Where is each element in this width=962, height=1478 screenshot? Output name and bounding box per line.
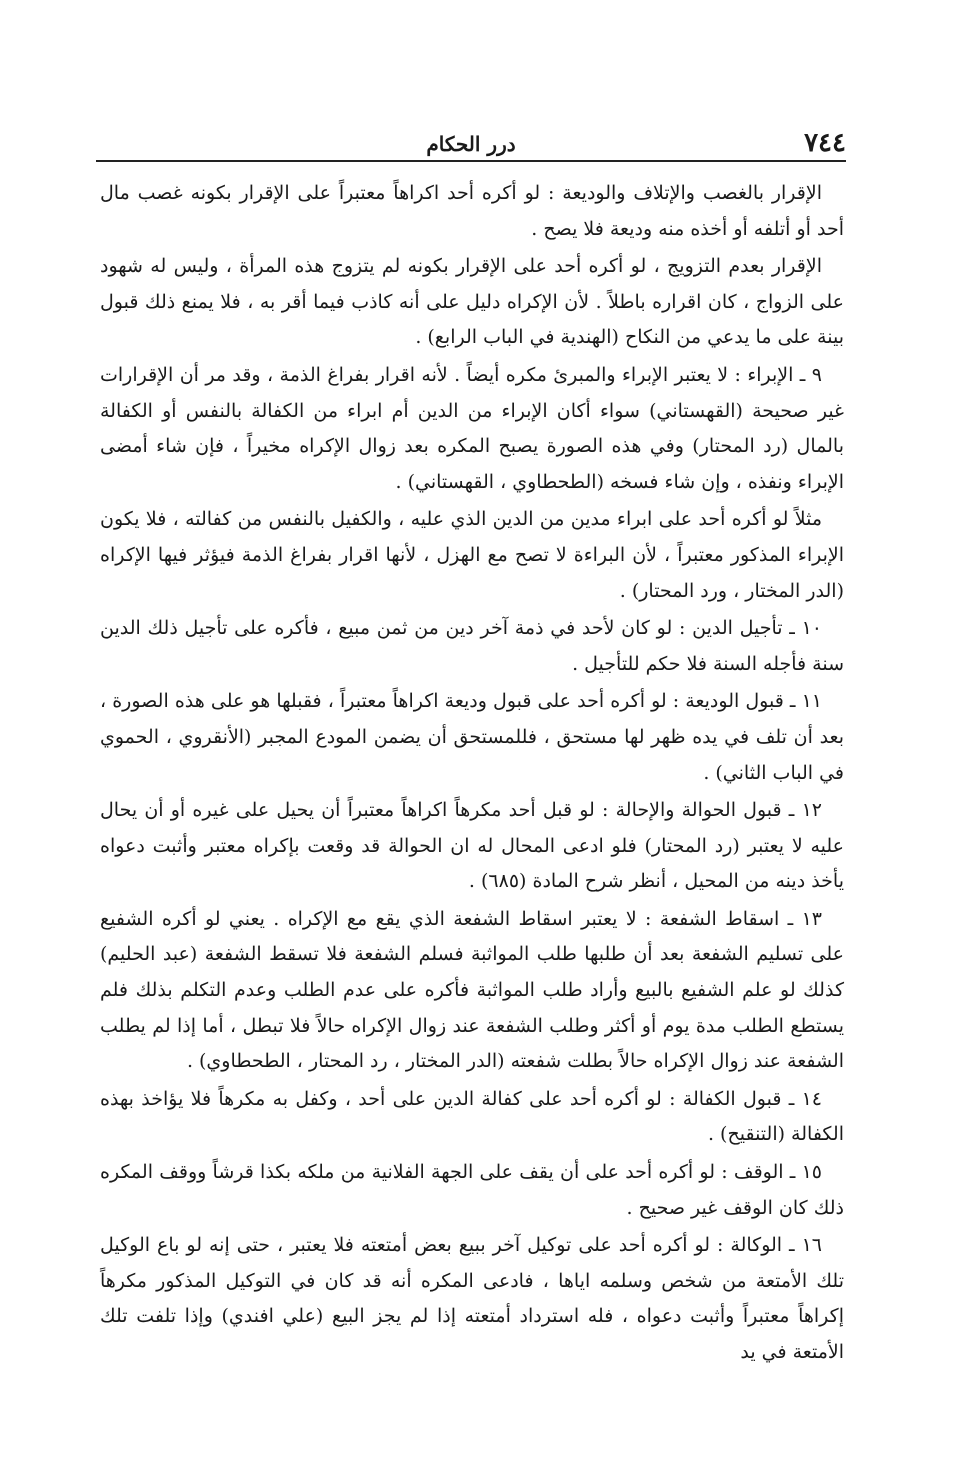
paragraph-shufa: ١٣ ـ اسقاط الشفعة : لا يعتبر اسقاط الشفعة الذي يقع مع الإكراه . يعني لو أكره الشفيع على تسليم الشفعة بعد أن طلبها طلب المواثبة فسلم الشفعة فلا تسقط الشفعة (عبد الحليم) كذلك لو علم الشفيع بالبيع وأراد طلب المواثبة فأكره على عدم الطلب وعدم التكلم بذلك فلم يستطع الطلب مدة يوم أو أكثر وطلب الشفعة عند زوال الإكراه حالاً فلا تبطل ، أما إذا لم يطلب الشفعة عند زوال الإكراه حالاً بطلت شفعته (الدر المختار ، رد المحتار ، الطحطاوي) .	[100, 907, 844, 1073]
paragraph-wakala: ١٦ ـ الوكالة : لو أكره أحد على توكيل آخر ببيع بعض أمتعته فلا يعتبر ، حتى إنه لو باع الوكيل تلك الأمتعة من شخص وسلمه اياها ، فادعى المكره أنه قد كان في التوكيل المذكور مكرهاً إكراهاً معتبراً وأثبت دعواه ، فله استرداد أمتعته إذا لم يجز البيع (علي افندي) وإذا تلفت تلك الأمتعة في يد	[100, 1234, 844, 1363]
paragraph-qabul-wadia: ١١ ـ قبول الوديعة : لو أكره أحد على قبول وديعة اكراهاً معتبراً ، فقبلها هو على هذه الصورة ، بعد أن تلف في يده ظهر لها مستحق ، فللمستحق أن يضمن المودع المجبر (الأنقروي ، الحموي في الباب الثاني) .	[100, 690, 844, 784]
paragraph-ibra-example: مثلاً لو أكره أحد على ابراء مدين من الدين الذي عليه ، والكفيل بالنفس من كفالته ، فلا يكون الإبراء المذكور معتبراً ، لأن البراءة لا تصح مع الهزل ، لأنها اقرار بفراغ الذمة فيؤثر فيها الإكراه (الدر المختار ، ورد المحتار) .	[100, 508, 844, 602]
running-title: درر الحكام	[426, 132, 516, 156]
paragraph-ibra: ٩ ـ الإبراء : لا يعتبر الإبراء والمبرئ مكره أيضاً . لأنه اقرار بفراغ الذمة ، وقد مر أن الإقرارات غير صحيحة (القهستاني) سواء أكان الإبراء من الدين أم ابراء من الكفالة بالنفس أو الكفالة بالمال (رد المحتار) وفي هذه الصورة يصبح المكره بعد زوال الإكراه مخيراً ، فإن شاء أمضى الإبراء ونفذه ، وإن شاء فسخه (الطحطاوي ، القهستاني) .	[100, 363, 844, 493]
page-number: ٧٤٤	[804, 128, 846, 158]
paragraph-iqrar-ghasb: الإقرار بالغصب والإتلاف والوديعة : لو أكره أحد اكراهاً معتبراً على الإقرار بكونه غصب مال أحد أو أتلفه أو أخذه منه وديعة فلا يصح .	[100, 182, 844, 240]
page-header	[96, 128, 846, 160]
paragraph-kafala: ١٤ ـ قبول الكفالة : لو أكره أحد على كفالة الدين على أحد ، وكفل به مكرهاً فلا يؤاخذ بهذه الكفالة (التنقيح) .	[100, 1087, 844, 1146]
paragraph-tajil-dayn: ١٠ ـ تأجيل الدين : لو كان لأحد في ذمة آخر دين من ثمن مبيع ، فأكره على تأجيل ذلك الدين سنة فأجله السنة فلا حكم للتأجيل .	[100, 617, 844, 675]
paragraph-hawala: ١٢ ـ قبول الحوالة والإحالة : لو قبل أحد مكرهاً اكراهاً معتبراً أن يحيل على غيره أو أن يحال عليه لا يعتبر (رد المحتار) فلو ادعى المحال له ان الحوالة قد وقعت بإكراه معتبر وأثبت دعواه يأخذ دينه من المحيل ، أنظر شرح المادة (٦٨٥) .	[100, 799, 844, 893]
paragraph-waqf: ١٥ ـ الوقف : لو أكره أحد على أن يقف على الجهة الفلانية من ملكه بكذا قرشاً ووقف المكره ذلك كان الوقف غير صحيح .	[100, 1161, 844, 1219]
paragraph-iqrar-tazwij: الإقرار بعدم التزويج ، لو أكره أحد على الإقرار بكونه لم يتزوج هذه المرأة ، وليس له شهود على الزواج ، كان اقراره باطلاً . لأن الإكراه دليل على أنه كاذب فيما أقر به ، فلا يمنع ذلك قبول بينة على ما يدعي من النكاح (الهندية في الباب الرابع) .	[100, 255, 844, 349]
header-rule	[96, 160, 846, 162]
body-text	[100, 176, 844, 1373]
